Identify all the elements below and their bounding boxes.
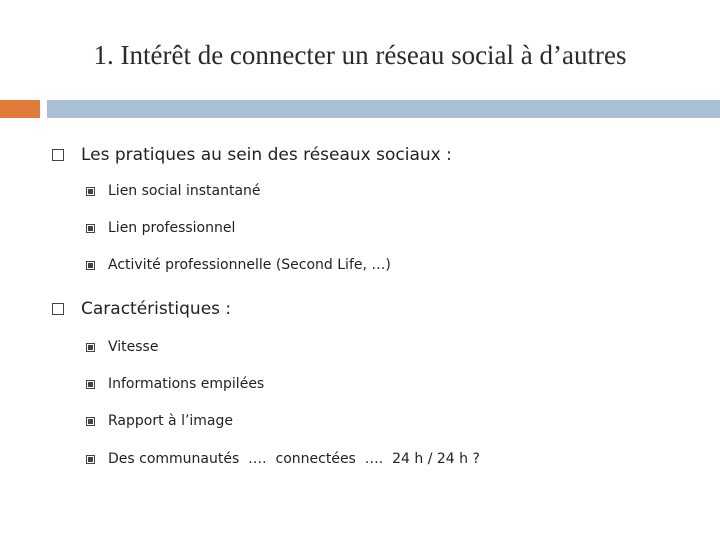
section-heading-text: Les pratiques au sein des réseaux sociaux : xyxy=(81,145,452,165)
list-item xyxy=(86,413,233,429)
square-bullet-icon xyxy=(86,417,95,426)
hollow-square-bullet-icon xyxy=(52,149,64,161)
section-heading-caracteristiques xyxy=(52,299,231,319)
list-item-text: Informations empilées xyxy=(108,376,265,392)
list-item xyxy=(86,257,391,273)
section-heading-pratiques xyxy=(52,145,452,165)
square-bullet-icon xyxy=(86,380,95,389)
slide-title: 1. Intérêt de connecter un réseau social à d’autres xyxy=(93,40,627,70)
square-bullet-icon xyxy=(86,224,95,233)
list-item-text: Des communautés …. connectées …. 24 h / 24 h ? xyxy=(108,451,480,467)
list-item-text: Vitesse xyxy=(108,339,159,355)
square-bullet-icon xyxy=(86,455,95,464)
list-item xyxy=(86,220,235,236)
hollow-square-bullet-icon xyxy=(52,303,64,315)
list-item-text: Activité professionnelle (Second Life, …) xyxy=(108,257,391,273)
square-bullet-icon xyxy=(86,261,95,270)
section-heading-text: Caractéristiques : xyxy=(81,299,232,319)
list-item xyxy=(86,339,158,355)
list-item-text: Lien social instantané xyxy=(108,183,261,199)
list-item xyxy=(86,451,480,467)
list-item xyxy=(86,376,264,392)
list-item-text: Rapport à l’image xyxy=(108,413,234,429)
square-bullet-icon xyxy=(86,187,95,196)
list-item-text: Lien professionnel xyxy=(108,220,236,236)
list-item xyxy=(86,183,261,199)
square-bullet-icon xyxy=(86,343,95,352)
